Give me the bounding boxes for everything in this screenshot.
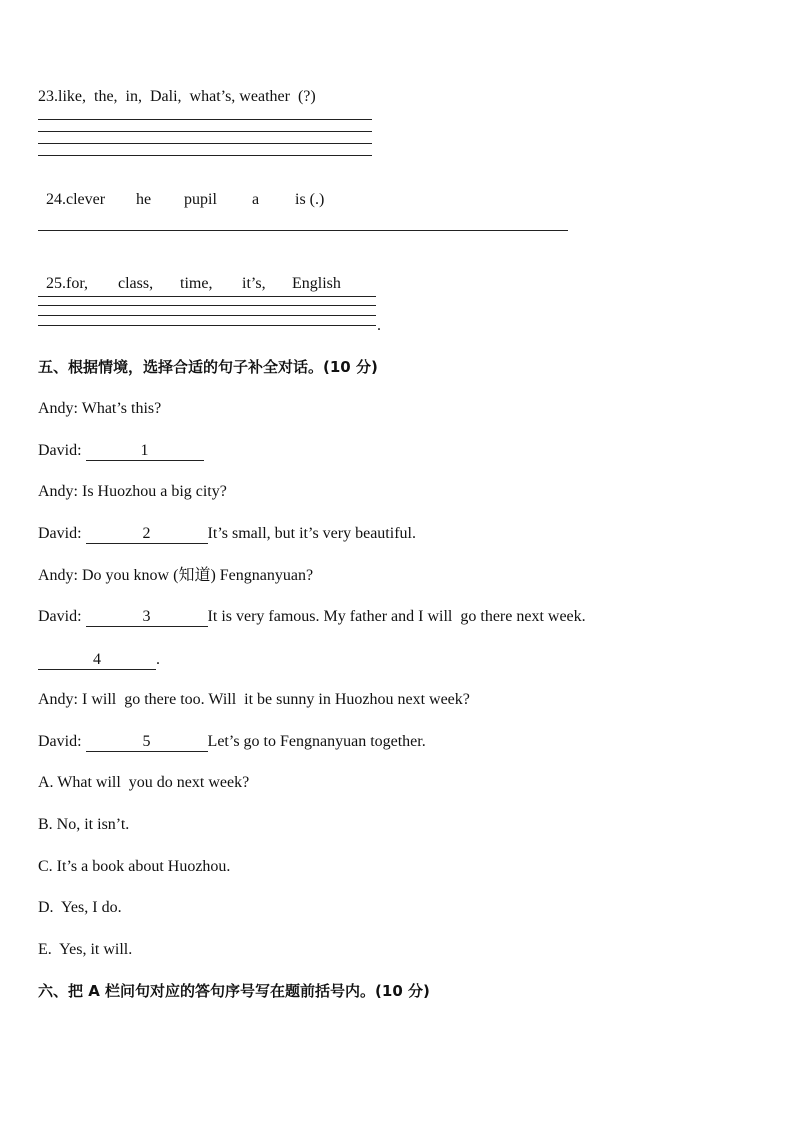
- word: time,: [180, 275, 213, 292]
- dialogue-text: Let’s go to Fengnanyuan together.: [207, 733, 426, 750]
- dialogue-text: It’s small, but it’s very beautiful.: [207, 525, 416, 542]
- option-c: C. It’s a book about Huozhou.: [38, 858, 231, 875]
- dialogue-line: [38, 690, 470, 710]
- speaker: Andy:: [38, 483, 78, 500]
- dialogue-line: [38, 732, 426, 752]
- dialogue-text: Do you know (知道) Fengnanyuan?: [78, 567, 314, 584]
- word: 24.clever: [46, 191, 106, 208]
- dialogue-line: [38, 566, 313, 586]
- answer-line[interactable]: [38, 119, 372, 120]
- speaker: David:: [38, 733, 82, 750]
- section-6-heading: 六、把 A 栏问句对应的答句序号写在题前括号内。(10 分): [38, 982, 430, 1000]
- answer-line[interactable]: [38, 131, 372, 132]
- speaker: Andy:: [38, 567, 78, 584]
- option-e: E. Yes, it will.: [38, 941, 133, 958]
- dialogue-line: [38, 524, 416, 544]
- dialogue-line: [38, 482, 227, 502]
- answer-line[interactable]: [38, 230, 568, 231]
- answer-blank[interactable]: 2: [86, 525, 208, 544]
- answer-blank[interactable]: 4: [38, 651, 156, 670]
- option-a: A. What will you do next week?: [38, 774, 250, 791]
- dialogue-text: What’s this?: [78, 400, 162, 417]
- word: pupil: [184, 191, 217, 208]
- question-25: [38, 254, 341, 294]
- dialogue-text: Is Huozhou a big city?: [78, 483, 227, 500]
- word: 25.for,: [46, 275, 89, 292]
- word: English: [292, 275, 341, 292]
- word: he: [136, 191, 152, 208]
- answer-blank[interactable]: 1: [86, 442, 204, 461]
- speaker: Andy:: [38, 400, 78, 417]
- section-5-heading: 五、根据情境，选择合适的句子补全对话。(10 分): [38, 358, 378, 376]
- option-d: D. Yes, I do.: [38, 899, 122, 916]
- question-23: 23.like, the, in, Dali, what’s, weather (?): [38, 88, 316, 105]
- answer-line[interactable]: [38, 155, 372, 156]
- answer-line[interactable]: [38, 305, 376, 306]
- dialogue-line: [38, 441, 204, 461]
- word: is (.): [295, 191, 325, 208]
- dialogue-text: It is very famous. My father and I will go there next week.: [207, 608, 586, 625]
- dialogue-line: [38, 399, 161, 419]
- answer-blank[interactable]: 5: [86, 733, 208, 752]
- speaker: David:: [38, 525, 82, 542]
- word: a: [252, 191, 260, 208]
- speaker: Andy:: [38, 691, 78, 708]
- option-b: B. No, it isn’t.: [38, 816, 130, 833]
- dialogue-text: .: [156, 651, 160, 668]
- dialogue-text: I will go there too. Will it be sunny in Huozhou next week?: [78, 691, 470, 708]
- question-24: [38, 170, 324, 210]
- end-mark: .: [377, 317, 381, 334]
- word: class,: [118, 275, 154, 292]
- answer-line[interactable]: [38, 143, 372, 144]
- speaker: David:: [38, 608, 82, 625]
- answer-blank[interactable]: 3: [86, 608, 208, 627]
- answer-line[interactable]: [38, 315, 376, 316]
- dialogue-line: [38, 607, 586, 627]
- dialogue-line: [38, 650, 160, 670]
- answer-line[interactable]: [38, 325, 376, 326]
- speaker: David:: [38, 442, 82, 459]
- word: it’s,: [242, 275, 266, 292]
- answer-line[interactable]: [38, 296, 376, 297]
